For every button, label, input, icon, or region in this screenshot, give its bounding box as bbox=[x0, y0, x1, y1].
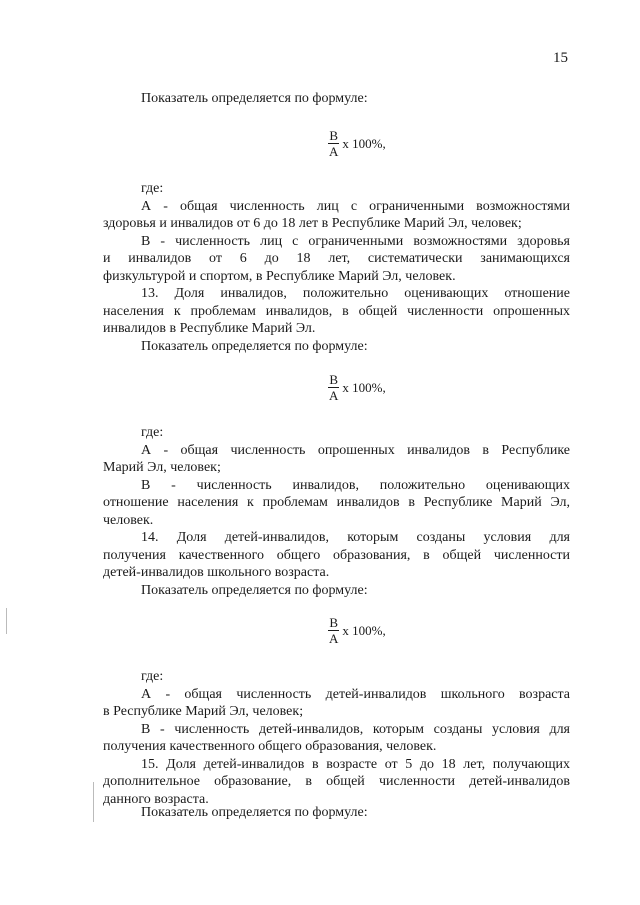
formula-multiplier: х 100%, bbox=[342, 379, 386, 395]
where-label: где: bbox=[141, 425, 164, 440]
definitions-1 bbox=[103, 180, 570, 355]
fraction-denominator: А bbox=[329, 144, 339, 159]
definition-a-line: Марий Эл, человек; bbox=[103, 460, 221, 475]
definition-a-line: в Республике Марий Эл, человек; bbox=[103, 704, 304, 719]
formula-3 bbox=[328, 615, 386, 646]
definition-a-line: А - общая численность опрошенных инвалидов в Республике bbox=[141, 442, 570, 458]
where-label: где: bbox=[141, 669, 164, 684]
fraction bbox=[328, 372, 339, 403]
scan-margin-mark bbox=[93, 782, 94, 822]
definition-a-line: А - общая численность лиц с ограниченными возможностями bbox=[141, 198, 570, 214]
definitions-2 bbox=[103, 424, 570, 599]
definition-b-line: человек. bbox=[103, 512, 154, 528]
fraction-denominator: А bbox=[329, 388, 339, 403]
scan-margin-mark bbox=[6, 608, 7, 634]
item-15-title-line: дополнительное образование, в общей численности детей-инвалидов bbox=[103, 774, 570, 789]
item-15-title-line: 15. Доля детей-инвалидов в возрасте от 5 до 18 лет, получающих bbox=[141, 756, 570, 772]
fraction-numerator: В bbox=[329, 615, 339, 630]
formula-2 bbox=[328, 372, 386, 403]
fraction bbox=[328, 128, 339, 159]
fraction-numerator: В bbox=[329, 372, 339, 387]
definition-b-line: В - численность инвалидов, положительно оценивающих bbox=[141, 477, 570, 493]
formula-multiplier: х 100%, bbox=[342, 135, 386, 151]
formula-multiplier: х 100%, bbox=[342, 622, 386, 638]
definition-a-line: здоровья и инвалидов от 6 до 18 лет в Республике Марий Эл, человек; bbox=[103, 216, 522, 231]
formula-intro-4: Показатель определяется по формуле: bbox=[141, 805, 368, 820]
formula-1 bbox=[328, 128, 386, 159]
definition-a-line: А - общая численность детей-инвалидов школьного возраста bbox=[141, 686, 570, 702]
page-number: 15 bbox=[553, 50, 568, 66]
definition-b-line: В - численность детей-инвалидов, которым созданы условия для bbox=[141, 721, 570, 737]
item-14-title-line: 14. Доля детей-инвалидов, которым созданы условия для bbox=[141, 530, 570, 545]
item-14-title-line: детей-инвалидов школьного возраста. bbox=[103, 565, 330, 580]
item-14-title-line: получения качественного общего образования, в общей численности bbox=[103, 547, 570, 563]
fraction bbox=[328, 615, 339, 646]
item-13-title-line: 13. Доля инвалидов, положительно оценивающих отношение bbox=[141, 286, 570, 301]
formula-intro-1: Показатель определяется по формуле: bbox=[141, 91, 368, 106]
definition-b-line: получения качественного общего образования, человек. bbox=[103, 739, 437, 754]
definitions-3 bbox=[103, 668, 570, 808]
where-label: где: bbox=[141, 181, 164, 196]
item-15-title-line: данного возраста. bbox=[103, 791, 209, 807]
definition-b-line: отношение населения к проблемам инвалидов в Республике Марий Эл, bbox=[103, 495, 570, 510]
definition-b-line: физкультурой и спортом, в Республике Марий Эл, человек. bbox=[103, 268, 456, 284]
item-13-title-line: населения к проблемам инвалидов, в общей численности опрошенных bbox=[103, 303, 570, 319]
formula-intro-3: Показатель определяется по формуле: bbox=[141, 582, 368, 598]
fraction-denominator: А bbox=[329, 631, 339, 646]
definition-b-line: и инвалидов от 6 до 18 лет, систематически занимающихся bbox=[103, 251, 570, 266]
fraction-numerator: В bbox=[329, 128, 339, 143]
definition-b-line: В - численность лиц с ограниченными возможностями здоровья bbox=[141, 233, 570, 249]
item-13-title-line: инвалидов в Республике Марий Эл. bbox=[103, 321, 316, 336]
formula-intro-2: Показатель определяется по формуле: bbox=[141, 338, 368, 354]
